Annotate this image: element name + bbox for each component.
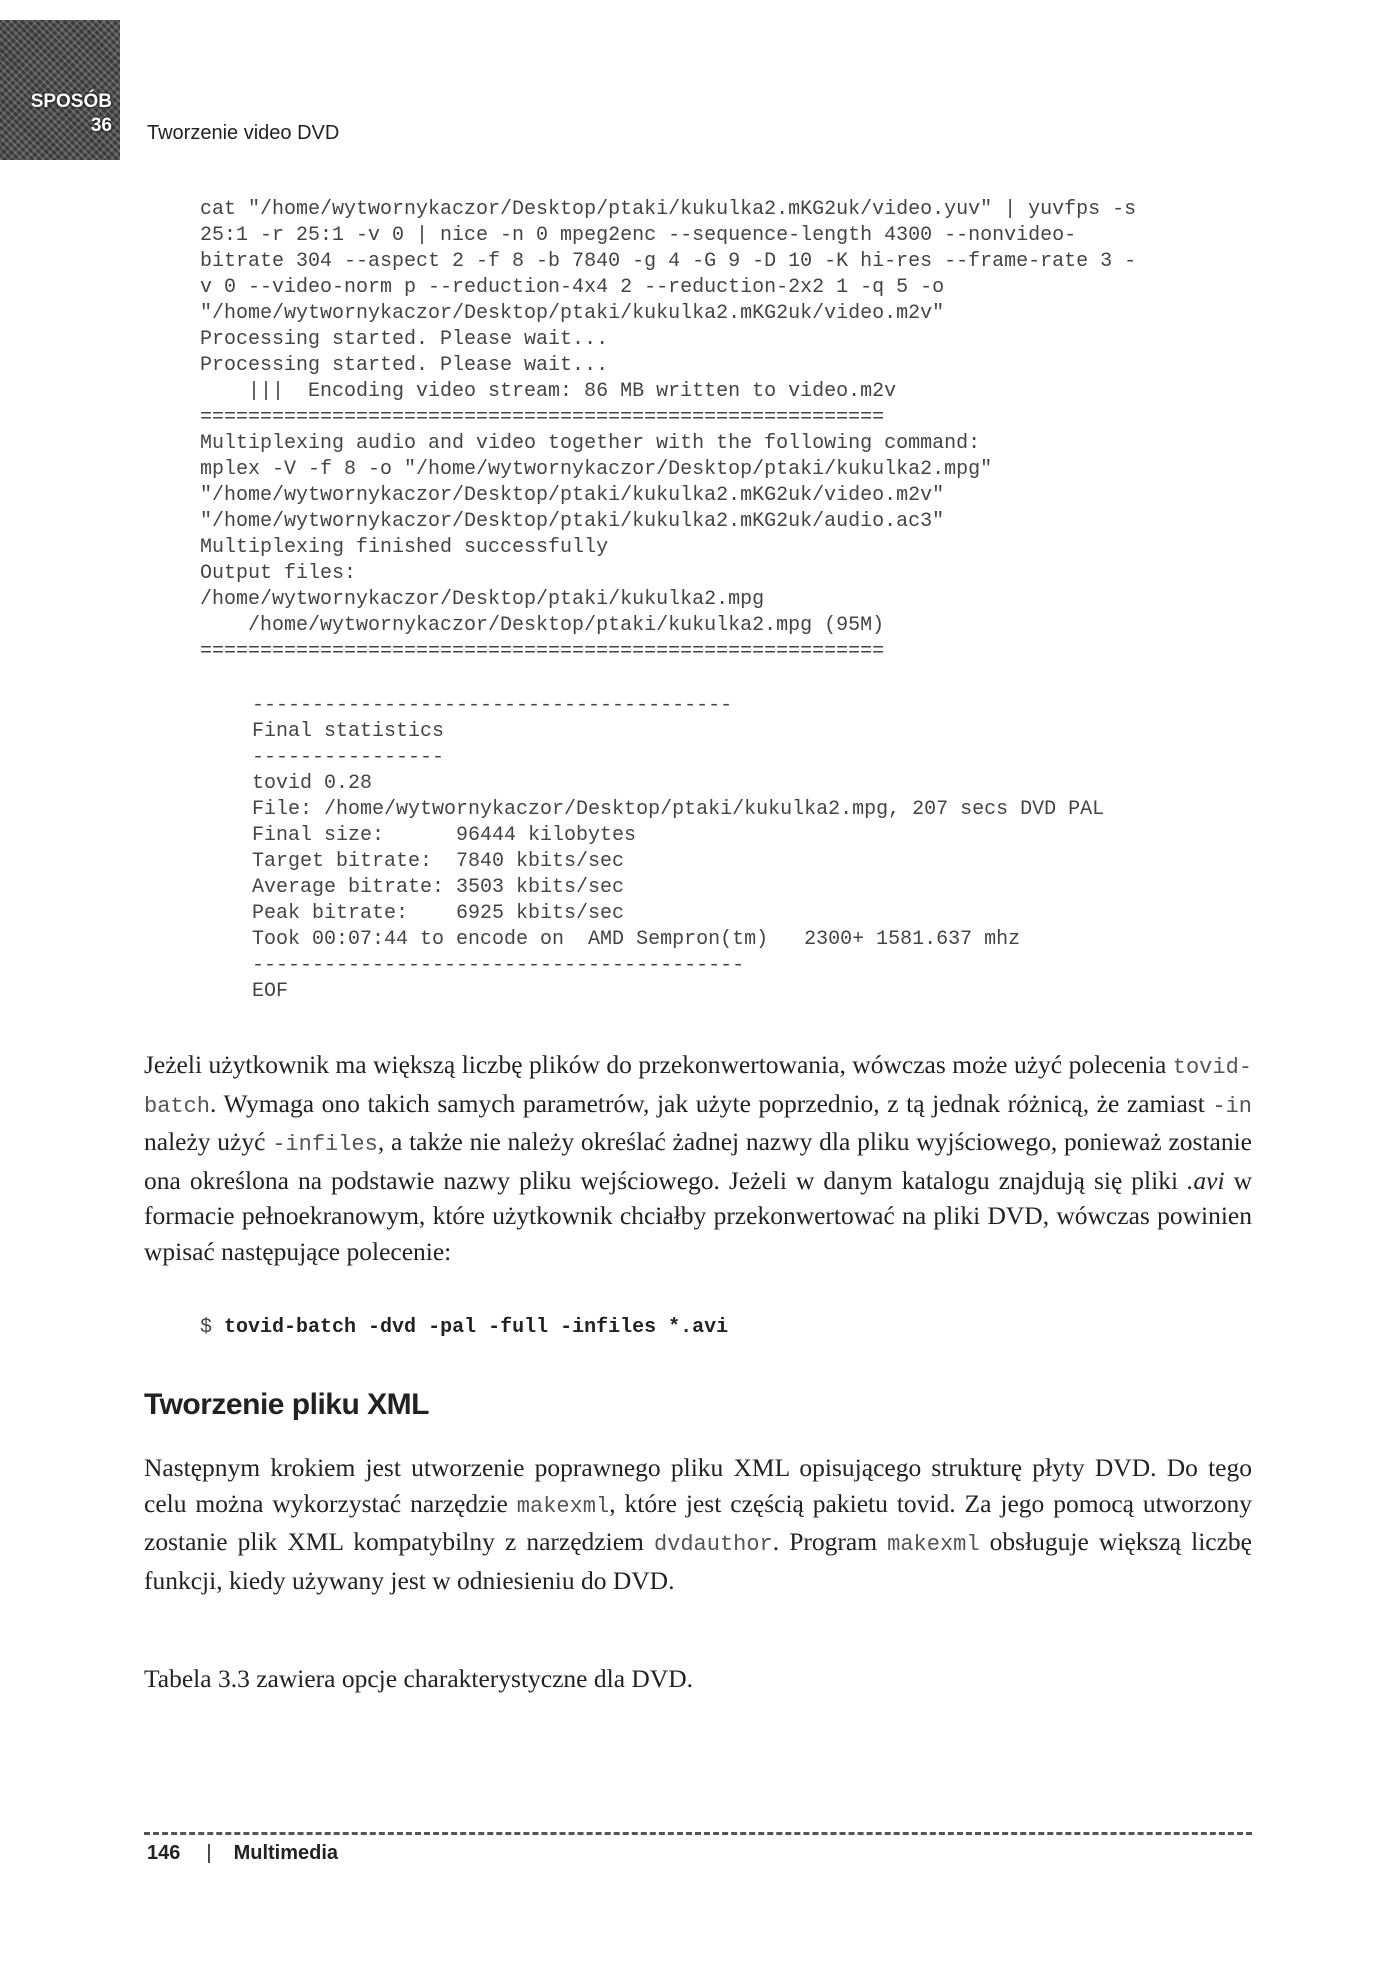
- code-line: Target bitrate: 7840 kbits/sec: [252, 850, 625, 873]
- para-text: Jeżeli użytkownik ma większą liczbę plików do przekonwertowania, wówczas może użyć polecenia: [144, 1050, 1173, 1079]
- shell-command: [200, 1316, 728, 1339]
- running-title: Tworzenie video DVD: [147, 122, 340, 144]
- code-line: Took 00:07:44 to encode on AMD Sempron(tm) 2300+ 1581.637 mhz: [252, 928, 1021, 951]
- code-line: ||| Encoding video stream: 86 MB written to video.m2v: [200, 380, 897, 403]
- code-line: v 0 --video-norm p --reduction-4x4 2 --reduction-2x2 1 -q 5 -o: [200, 276, 945, 299]
- inline-code: makexml: [516, 1493, 610, 1519]
- command-text: tovid-batch -dvd -pal -full -infiles *.avi: [224, 1316, 729, 1339]
- code-line: Processing started. Please wait...: [200, 328, 609, 351]
- inline-code: -in: [1212, 1093, 1252, 1119]
- section-heading: Tworzenie pliku XML: [144, 1388, 429, 1421]
- italic-text: .avi: [1187, 1165, 1225, 1195]
- para-text: , a także nie należy określać żadnej nazwy dla pliku wyjściowego, ponieważ zostanie ona określona na podstawie nazwy pliku wejściowego. Jeżeli w danym katalogu znajdują się pliki: [144, 1127, 1252, 1195]
- code-line: "/home/wytwornykaczor/Desktop/ptaki/kukulka2.mKG2uk/video.m2v": [200, 484, 945, 507]
- code-line: =========================================================: [200, 406, 885, 429]
- code-line: Final size: 96444 kilobytes: [252, 824, 637, 847]
- code-line: =========================================================: [200, 640, 885, 663]
- inline-code: makexml: [887, 1532, 980, 1557]
- inline-code: -infiles: [272, 1132, 378, 1157]
- code-line: Peak bitrate: 6925 kbits/sec: [252, 902, 625, 925]
- para-text: w formacie pełnoekranowym, które użytkownik chciałby przekonwertować na pliki DVD, wówczas powinien wpisać następujące polecenie:: [144, 1165, 1252, 1266]
- code-line: Multiplexing audio and video together with the following command:: [200, 432, 981, 455]
- badge-label: [31, 90, 112, 138]
- code-line: Multiplexing finished successfully: [200, 536, 609, 559]
- code-line: "/home/wytwornykaczor/Desktop/ptaki/kukulka2.mKG2uk/audio.ac3": [200, 510, 945, 533]
- code-line: "/home/wytwornykaczor/Desktop/ptaki/kukulka2.mKG2uk/video.m2v": [200, 302, 945, 325]
- code-line: Output files:: [200, 562, 357, 585]
- code-line: bitrate 304 --aspect 2 -f 8 -b 7840 -g 4 -G 9 -D 10 -K hi-res --frame-rate 3 -: [200, 250, 1137, 273]
- footer-separator: |: [206, 1842, 212, 1864]
- code-line: tovid 0.28: [252, 772, 373, 795]
- code-line: /home/wytwornykaczor/Desktop/ptaki/kukulka2.mpg: [200, 588, 765, 611]
- para-text: . Program: [772, 1527, 888, 1556]
- code-line: ----------------: [252, 746, 445, 769]
- footer-divider: [144, 1832, 1252, 1835]
- inline-code: dvdauthor: [653, 1532, 773, 1557]
- paragraph-makexml: [144, 1450, 1252, 1598]
- chapter-badge: [0, 20, 120, 160]
- paragraph-tovid-batch: [144, 1047, 1252, 1269]
- code-line: mplex -V -f 8 -o "/home/wytwornykaczor/Desktop/ptaki/kukulka2.mpg": [200, 458, 993, 481]
- code-line: Final statistics: [252, 720, 445, 743]
- page-footer: [147, 1842, 338, 1865]
- code-line: 25:1 -r 25:1 -v 0 | nice -n 0 mpeg2enc --sequence-length 4300 --nonvideo-: [200, 224, 1077, 247]
- code-line: Processing started. Please wait...: [200, 354, 609, 377]
- code-line: -----------------------------------------: [252, 954, 745, 977]
- para-text: , które jest częścią pakietu tovid. Za jego pomocą utworzony zostanie plik XML kompatybilny z narzędziem: [144, 1488, 1252, 1556]
- shell-prompt: $: [200, 1316, 213, 1339]
- page-number: 146: [147, 1842, 181, 1864]
- paragraph-table-ref: Tabela 3.3 zawiera opcje charakterystyczne dla DVD.: [144, 1664, 694, 1693]
- code-line: Average bitrate: 3503 kbits/sec: [252, 876, 625, 899]
- para-text: należy użyć: [144, 1127, 273, 1156]
- badge-number: 36: [90, 115, 112, 136]
- para-text: . Wymaga ono takich samych parametrów, jak użyte poprzednio, z tą jednak różnicą, że zamiast: [210, 1088, 1213, 1118]
- code-line: /home/wytwornykaczor/Desktop/ptaki/kukulka2.mpg (95M): [200, 614, 885, 637]
- code-block-output: [200, 197, 1136, 665]
- para-text: Następnym krokiem jest utworzenie poprawnego pliku XML opisującego strukturę płyty DVD. Do tego celu można wykorzystać narzędzie: [144, 1453, 1252, 1518]
- code-line: File: /home/wytwornykaczor/Desktop/ptaki/kukulka2.mpg, 207 secs DVD PAL: [252, 798, 1105, 821]
- footer-section: Multimedia: [233, 1842, 339, 1864]
- code-line: ----------------------------------------: [252, 694, 733, 717]
- para-text: obsługuje większą liczbę funkcji, kiedy używany jest w odniesieniu do DVD.: [144, 1527, 1252, 1595]
- badge-word: SPOSÓB: [30, 91, 112, 112]
- inline-code: tovid-batch: [144, 1055, 1252, 1119]
- code-line: cat "/home/wytwornykaczor/Desktop/ptaki/kukulka2.mKG2uk/video.yuv" | yuvfps -s: [200, 198, 1137, 221]
- code-line: EOF: [252, 980, 289, 1003]
- code-block-statistics: [252, 693, 1104, 1005]
